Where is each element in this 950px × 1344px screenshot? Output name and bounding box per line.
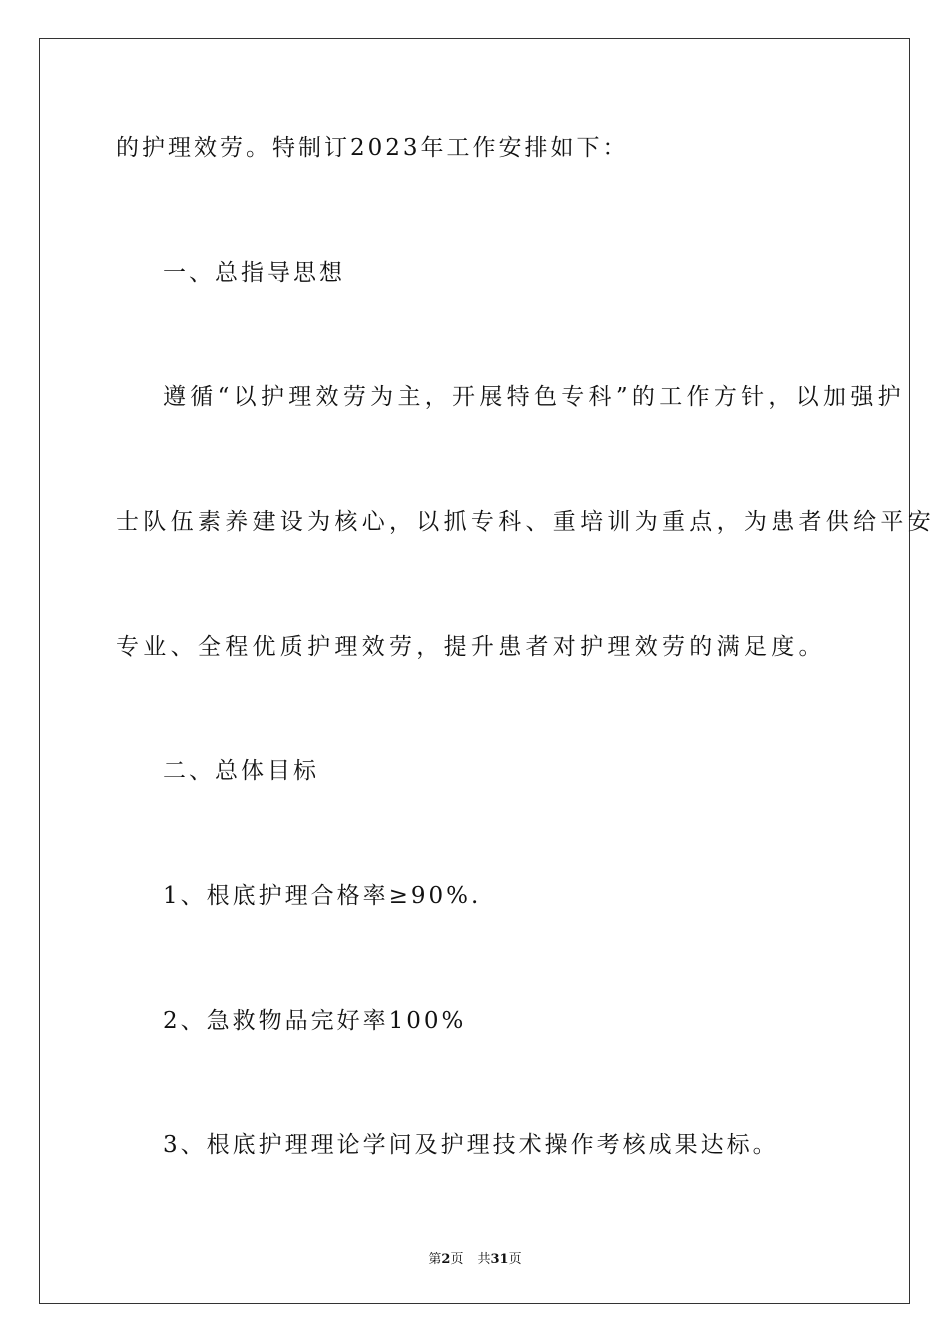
total-prefix: 共 bbox=[477, 1252, 491, 1267]
total-pages: 31 bbox=[490, 1252, 509, 1267]
page-prefix: 第 bbox=[428, 1252, 442, 1267]
page-suffix: 页 bbox=[450, 1252, 464, 1267]
section-heading-1: 一、总指导思想 bbox=[163, 260, 345, 286]
paragraph-line-1: 的护理效劳。特制订2023年工作安排如下： bbox=[116, 135, 629, 161]
paragraph-line-4: 专业、全程优质护理效劳，提升患者对护理效劳的满足度。 bbox=[116, 634, 826, 660]
section-heading-2: 二、总体目标 bbox=[163, 758, 319, 784]
page-number: 2 bbox=[441, 1252, 451, 1267]
list-item-3: 3、根底护理理论学问及护理技术操作考核成果达标。 bbox=[163, 1132, 779, 1158]
list-item-1: 1、根底护理合格率≥90%. bbox=[163, 883, 482, 909]
page-border bbox=[39, 38, 910, 1304]
page-footer bbox=[0, 1248, 950, 1267]
total-suffix: 页 bbox=[508, 1252, 522, 1267]
paragraph-line-2: 遵循“以护理效劳为主，开展特色专科”的工作方针，以加强护 bbox=[163, 384, 905, 410]
paragraph-line-3: 士队伍素养建设为核心，以抓专科、重培训为重点，为患者供给平安 bbox=[116, 509, 935, 535]
list-item-2: 2、急救物品完好率100% bbox=[163, 1008, 467, 1034]
